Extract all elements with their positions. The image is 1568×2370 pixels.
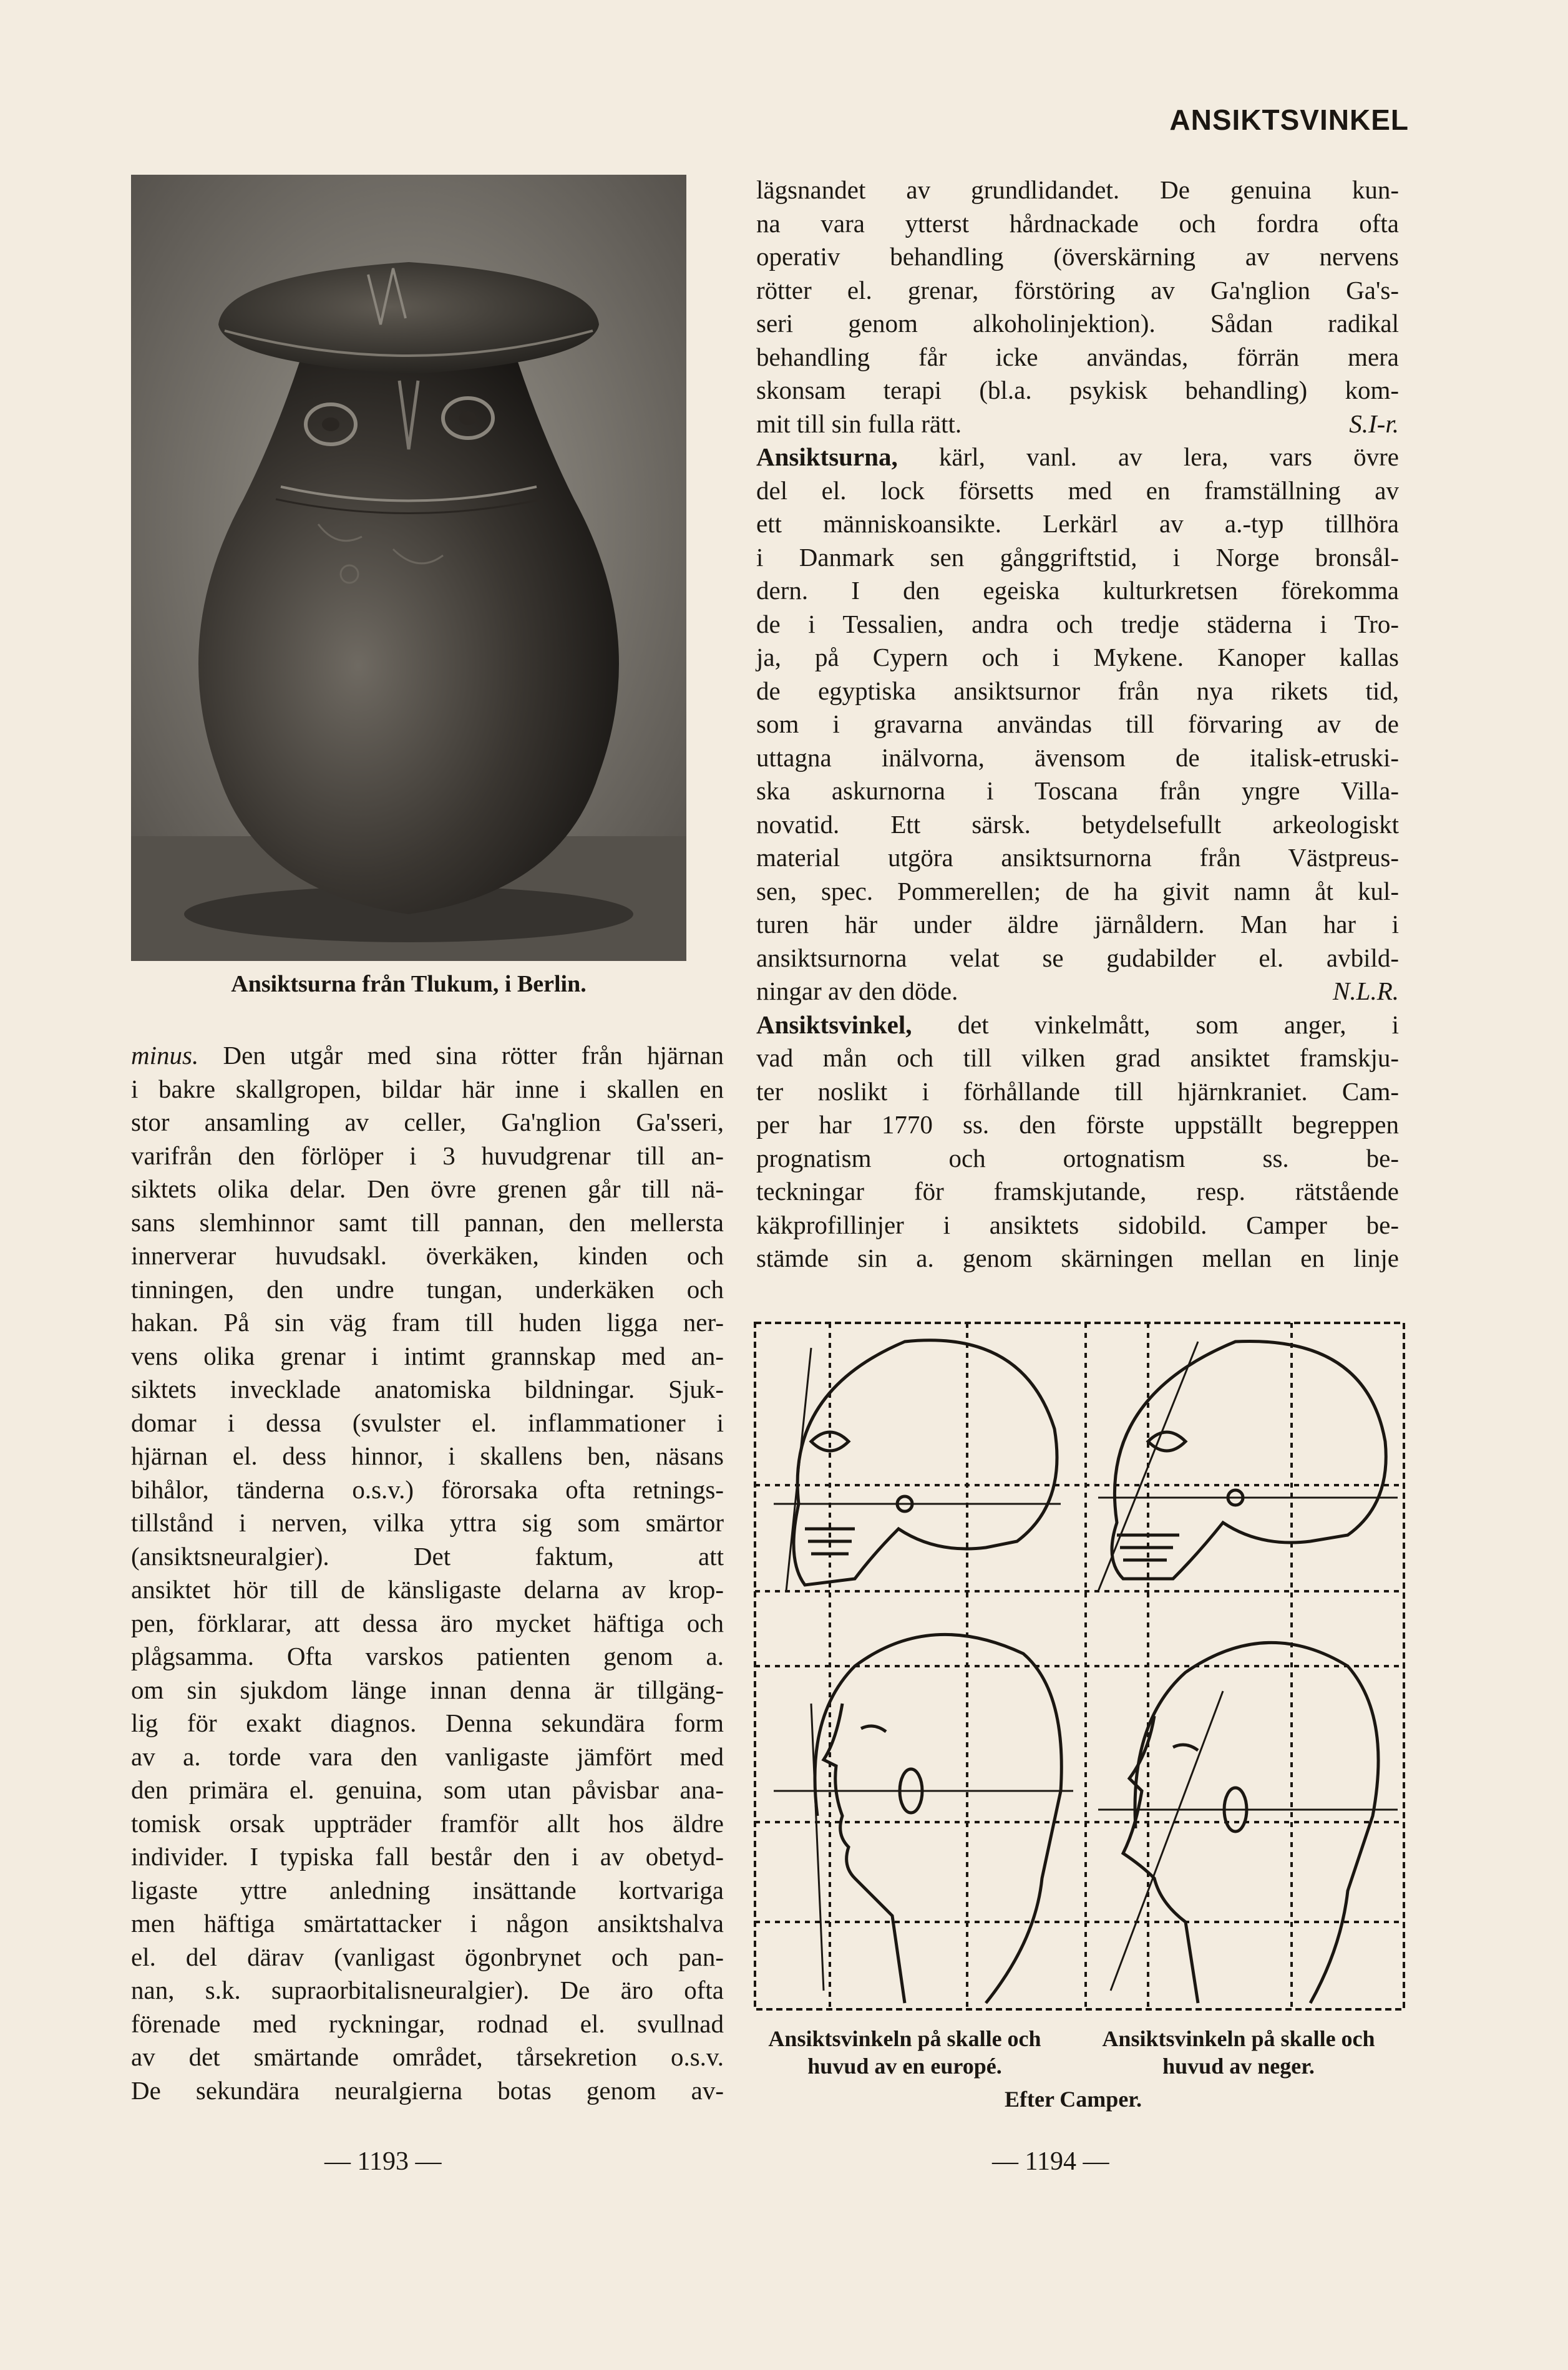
text-line: individer. I typiska fall består den i av obetyd- xyxy=(131,1842,724,1871)
text-line: bihålor, tänderna o.s.v.) förorsaka ofta retnings- xyxy=(131,1475,724,1504)
text-line: i Danmark sen gånggriftstid, i Norge bronsål- xyxy=(756,542,1399,572)
camper-facial-angle-diagram xyxy=(749,1317,1410,2016)
text-line: ett människoansikte. Lerkärl av a.-typ tillhöra xyxy=(756,509,1399,538)
text-line: el. del därav (vanligast ögonbrynet och pan- xyxy=(131,1942,724,1971)
text-line: prognatism och ortognatism ss. be- xyxy=(756,1143,1399,1173)
text-line: stämde sin a. genom skärningen mellan en linje xyxy=(756,1244,1399,1272)
text-line: plågsamma. Ofta varskos patienten genom a. xyxy=(131,1642,724,1670)
figure-caption-african: Ansiktsvinkeln på skalle och huvud av neger. xyxy=(1102,2026,1375,2079)
text-line: nan, s.k. supraorbitalisneuralgier). De äro ofta xyxy=(131,1976,724,2004)
text-line: lig för exakt diagnos. Denna sekundära form xyxy=(131,1709,724,1737)
text-line: varifrån den förlöper i 3 huvudgrenar till an- xyxy=(131,1141,724,1170)
text-line: de egyptiska ansiktsurnor från nya rikets tid, xyxy=(756,676,1399,705)
author-signature: S.I-r. xyxy=(1349,409,1399,438)
text-line: den primära el. genuina, som utan påvisbar ana- xyxy=(131,1775,724,1804)
text-line: ansiktsurnorna velat se gudabilder el. avbild- xyxy=(756,943,1399,972)
text-line: tillstånd i nerven, vilka yttra sig som smärtor xyxy=(131,1508,724,1537)
text-line: innerverar huvudsakl. överkäken, kinden och xyxy=(131,1241,724,1270)
text-line: pen, förklarar, att dessa äro mycket häftiga och xyxy=(131,1608,724,1637)
running-header: ANSIKTSVINKEL xyxy=(1169,104,1409,136)
text-line: i bakre skallgropen, bildar här inne i skallen en xyxy=(131,1074,724,1103)
text-line: hjärnan el. dess hinnor, i skallens ben, näsans xyxy=(131,1441,724,1470)
photo-caption: Ansiktsurna från Tlukum, i Berlin. xyxy=(231,971,587,997)
text-line: siktets olika delar. Den övre grenen går till nä- xyxy=(131,1174,724,1203)
figure-credit: Efter Camper. xyxy=(1005,2087,1142,2112)
page-number-left: — 1193 — xyxy=(324,2147,442,2176)
text-line: tinningen, den undre tungan, underkäken och xyxy=(131,1274,724,1304)
text-line: na vara ytterst hårdnackade och fordra ofta xyxy=(756,208,1399,238)
text-line: vad mån och till vilken grad ansiktet framskju- xyxy=(756,1043,1399,1072)
text-line: teckningar för framskjutande, resp. rätstående xyxy=(756,1177,1399,1206)
text-line: stor ansamling av celler, Ga'nglion Ga'sseri, xyxy=(131,1108,724,1136)
text-line: turen här under äldre järnåldern. Man har i xyxy=(756,910,1399,939)
european-head xyxy=(774,1634,1073,2003)
text-line: käkprofillinjer i ansiktets sidobild. Camper be- xyxy=(756,1210,1399,1239)
text-line: förenade med ryckningar, rodnad el. svullnad xyxy=(131,2009,724,2038)
text-line: siktets invecklade anatomiska bildningar. Sjuk- xyxy=(131,1375,724,1403)
text-line: av det smärtande området, tårsekretion o.s.v. xyxy=(131,2042,724,2071)
left-text-column xyxy=(131,1039,724,2107)
text-line: men häftiga smärtattacker i någon ansiktshalva xyxy=(131,1909,724,1938)
text-line: skonsam terapi (bl.a. psykisk behandling) kom- xyxy=(756,376,1399,404)
text-line: uttagna inälvorna, ävensom de italisk-etruski- xyxy=(756,743,1399,772)
face-urn-photo xyxy=(131,175,686,961)
text-line: dern. I den egeiska kulturkretsen förekomma xyxy=(756,576,1399,605)
text-line: vens olika grenar i intimt grannskap med an- xyxy=(131,1341,724,1370)
text-line: ansiktet hör till de känsligaste delarna av krop- xyxy=(131,1575,724,1604)
text-line: ja, på Cypern och i Mykene. Kanoper kallas xyxy=(756,643,1399,671)
text-line: sen, spec. Pommerellen; de ha givit namn åt kul- xyxy=(756,876,1399,905)
text-line: ska askurnorna i Toscana från yngre Villa- xyxy=(756,776,1399,805)
text-line: seri genom alkoholinjektion). Sådan radikal xyxy=(756,309,1399,338)
text-line: Ansiktsurna, kärl, vanl. av lera, vars övre xyxy=(756,442,1399,471)
text-line: per har 1770 ss. den förste uppställt begreppen xyxy=(756,1110,1399,1139)
african-skull xyxy=(1098,1341,1398,1591)
author-signature: N.L.R. xyxy=(1333,977,1399,1005)
text-line: Ansiktsvinkel, det vinkelmått, som anger, i xyxy=(756,1010,1399,1039)
text-line: rötter el. grenar, förstöring av Ga'nglion Ga's- xyxy=(756,275,1399,305)
text-line: del el. lock försetts med en framställning av xyxy=(756,475,1399,505)
text-line: tomisk orsak uppträder framför allt hos äldre xyxy=(131,1808,724,1838)
text-line: material utgöra ansiktsurnorna från Västpreus- xyxy=(756,843,1399,872)
text-line: hakan. På sin väg fram till huden ligga ner- xyxy=(131,1308,724,1337)
text-line: de i Tessalien, andra och tredje städerna i Tro- xyxy=(756,609,1399,638)
text-line: minus. Den utgår med sina rötter från hjärnan xyxy=(131,1041,724,1070)
text-line: ter noslikt i förhållande till hjärnkraniet. Cam- xyxy=(756,1076,1399,1106)
text-line: operativ behandling (överskärning av nervens xyxy=(756,242,1399,271)
text-line: av a. torde vara den vanligaste jämfört med xyxy=(131,1742,724,1771)
text-line: sans slemhinnor samt till pannan, den mellersta xyxy=(131,1207,724,1237)
face-urn-illustration xyxy=(131,175,686,961)
text-line: (ansiktsneuralgier). Det faktum, att xyxy=(131,1541,724,1571)
text-line: novatid. Ett särsk. betydelsefullt arkeologiskt xyxy=(756,809,1399,839)
text-line: De sekundära neuralgierna botas genom av- xyxy=(131,2075,724,2105)
figure-caption-european: Ansiktsvinkeln på skalle och huvud av en europé. xyxy=(768,2026,1041,2079)
text-line: ligaste yttre anledning insättande kortvariga xyxy=(131,1875,724,1904)
right-text-column xyxy=(756,173,1399,1275)
text-line: behandling får icke användas, förrän mera xyxy=(756,342,1399,371)
page-number-right: — 1194 — xyxy=(992,2147,1109,2176)
text-line: ningar av den döde. N.L.R. xyxy=(756,975,1399,1008)
text-line: mit till sin fulla rätt. S.I-r. xyxy=(756,407,1399,441)
text-line: om sin sjukdom länge innan denna är tillgäng- xyxy=(131,1675,724,1704)
text-line: som i gravarna användas till förvaring av de xyxy=(756,710,1399,738)
text-line: lägsnandet av grundlidandet. De genuina kun- xyxy=(756,175,1399,204)
text-line: domar i dessa (svulster el. inflammationer i xyxy=(131,1408,724,1437)
european-skull xyxy=(774,1340,1061,1591)
